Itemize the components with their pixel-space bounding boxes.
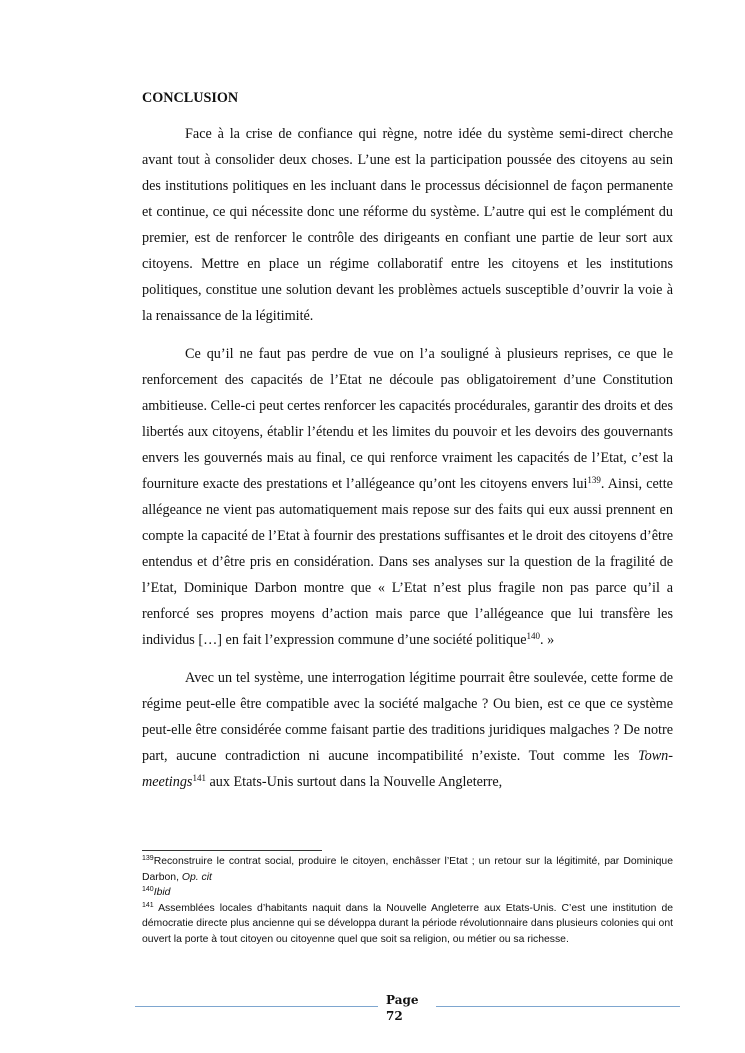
paragraph-3-text-b: aux Etats-Unis surtout dans la Nouvelle Angleterre, [205,774,503,790]
paragraph-3 [142,665,673,795]
paragraph-2-text-c: . » [540,632,555,648]
body-text [142,89,673,807]
town-meetings-term: Town-meetings [142,748,673,790]
footer-rule-left [135,1006,378,1007]
paragraph-2-text-a: Ce qu’il ne faut pas perdre de vue on l’a souligné à plusieurs reprises, ce que le renforcement des capacités de l’Etat ne découle pas obligatoirement d’une Constitution ambitieuse. Celle-ci peut certes renforcer les capacités procédurales, garantir des droits et des libertés aux citoyens, établir l’étendu et les limites du pouvoir et les devoirs des gouvernants envers les gouvernés mais au final, ce qui renforce vraiment les capacités de l’Etat, c’est la fourniture exacte des prestations et l’allégeance qu’ont les citoyens envers lui [142,346,673,492]
footnote-141-number: 141 [142,901,154,909]
footnote-139-number: 139 [142,855,154,862]
footnote-140 [142,885,673,901]
footnote-ref-139[interactable]: 139 [587,475,601,485]
footnote-separator [142,850,322,851]
page-number: 72 [386,1009,403,1023]
page-footer [0,990,745,1030]
paragraph-2 [142,341,673,653]
footnote-139-italic: Op. cit [181,871,212,883]
footnote-139-text: Reconstruire le contrat social, produire le citoyen, enchâsser l’Etat ; un retour sur la légitimité, par Dominique Darbon, [142,856,673,883]
footnote-140-italic: Ibid [153,887,171,898]
section-heading: CONCLUSION [142,90,239,106]
page-number-label [386,992,419,1024]
footnote-139 [142,854,673,885]
page-word: Page [386,993,419,1007]
footnotes [142,854,673,947]
footnote-141-text: Assemblées locales d’habitants naquit dans la Nouvelle Angleterre aux Etats-Unis. C’est une institution de démocratie directe plus ancienne qui se développa durant la période révolutionnaire dans plusieurs colonies qui ont ouvert la porte à tout citoyen ou citoyenne quel que soit sa religion, ou métier ou sa richesse. [142,902,673,945]
footnote-141 [142,901,673,948]
paragraph-1-text: Face à la crise de confiance qui règne, notre idée du système semi-direct cherche avant tout à consolider deux choses. L’une est la participation poussée des citoyens au sein des institutions politiques en les incluant dans le processus décisionnel de façon permanente et continue, ce qui nécessite donc une réforme du système. L’autre qui est le complément du premier, est de renforcer le contrôle des dirigeants en confiant une partie de leur sort aux citoyens. Mettre en place un régime collaboratif entre les citoyens et les institutions politiques, constitue une solution devant les problèmes actuels susceptible d’ouvrir la voie à la renaissance de la légitimité. [142,126,673,324]
footer-rule-right [436,1006,680,1007]
paragraph-3-text-a: Avec un tel système, une interrogation légitime pourrait être soulevée, cette forme de régime peut-elle être compatible avec la société malgache ? Ou bien, est ce que ce système peut-elle être considérée comme faisant partie des traditions juridiques malgaches ? De notre part, aucune contradiction ni aucune incompatibilité n’existe. Tout comme les [142,670,673,764]
footnote-ref-141[interactable]: 141 [192,773,206,783]
paragraph-2-text-b: . Ainsi, cette allégeance ne vient pas automatiquement mais repose sur des faits qui eux aussi prennent en compte la capacité de l’Etat à fournir des prestations suffisantes et le droit des citoyens d’être entendus et d’être pris en considération. Dans ses analyses sur la question de la fragilité de l’Etat, Dominique Darbon montre que « L’Etat n’est plus fragile non pas parce qu’il a renforcé ses propres moyens d’action mais parce que l’allégeance que lui transfère les individus […] en fait l’expression commune d’une société politique [142,476,673,648]
footnote-ref-140[interactable]: 140 [526,631,541,641]
paragraph-1 [142,121,673,329]
footnote-140-number: 140 [142,886,154,893]
